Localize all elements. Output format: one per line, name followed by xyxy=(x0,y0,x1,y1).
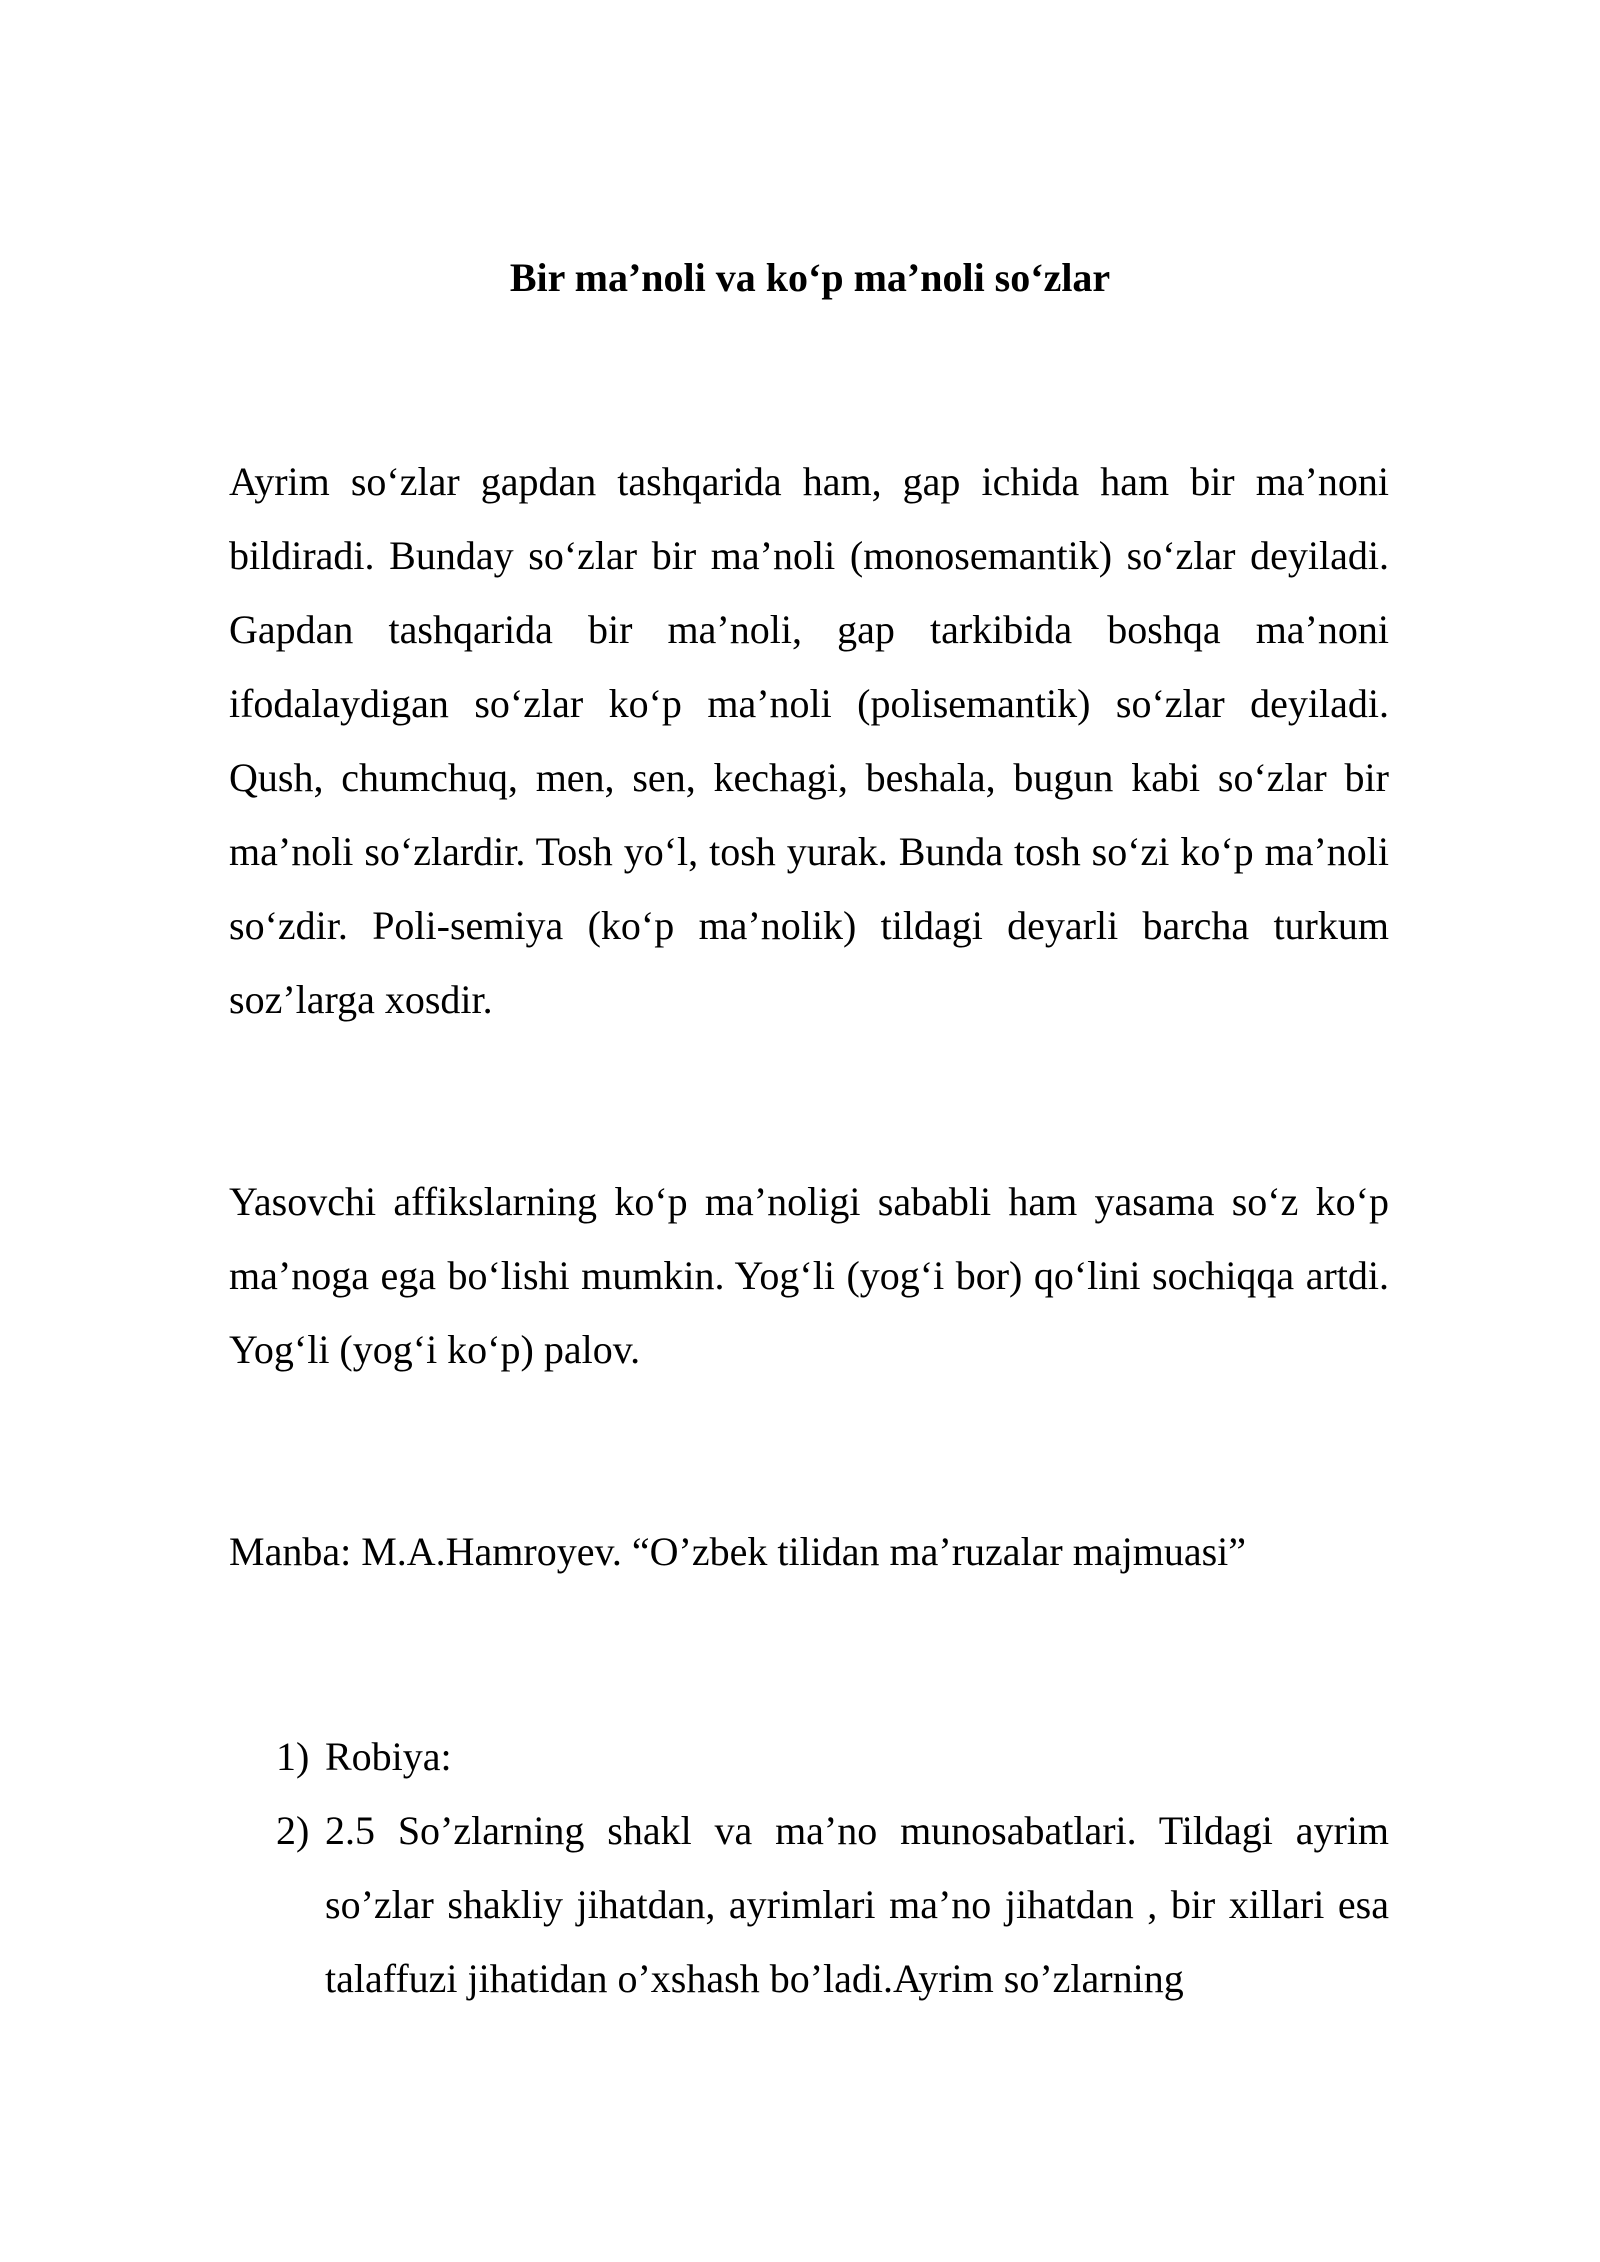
paragraph-affixes: Yasovchi affikslarning ko‘p ma’noligi sababli ham yasama so‘z ko‘p ma’noga ega bo‘lishi mumkin. Yog‘li (yog‘i bor) qo‘lini sochiqqa artdi. Yog‘li (yog‘i ko‘p) palov. xyxy=(229,1179,1389,1372)
list-item-text: Robiya: xyxy=(325,1734,452,1779)
list-item-number: 1) xyxy=(276,1734,310,1779)
source-citation: Manba: M.A.Hamroyev. “O’zbek tilidan ma’ruzalar majmuasi” xyxy=(229,1529,1247,1574)
list-item-number: 2) xyxy=(276,1808,310,1853)
document-title: Bir ma’noli va ko‘p ma’noli so‘zlar xyxy=(509,255,1111,300)
numbered-list xyxy=(229,1720,1389,2016)
list-item xyxy=(229,1794,1389,2016)
list-item xyxy=(229,1720,1389,1794)
list-item-text: 2.5 So’zlarning shakl va ma’no munosabatlari. Tildagi ayrim so’zlar shakliy jihatdan, ayrimlari ma’no jihatdan , bir xillari esa talaffuzi jihatidan o’xshash bo’ladi.Ayrim so’zlarning xyxy=(325,1808,1389,2001)
paragraph-monosemantic: Ayrim so‘zlar gapdan tashqarida ham, gap ichida ham bir ma’noni bildiradi. Bunday so‘zlar bir ma’noli (monosemantik) so‘zlar deyiladi. Gapdan tashqarida bir ma’noli, gap tarkibida boshqa ma’noni ifodalaydigan so‘zlar ko‘p ma’noli (polisemantik) so‘zlar deyiladi. Qush, chumchuq, men, sen, kechagi, beshala, bugun kabi so‘zlar bir ma’noli so‘zlardir. Tosh yo‘l, tosh yurak. Bunda tosh so‘zi ko‘p ma’noli so‘zdir. Poli-semiya (ko‘p ma’nolik) tildagi deyarli barcha turkum soz’larga xosdir. xyxy=(229,459,1389,1022)
